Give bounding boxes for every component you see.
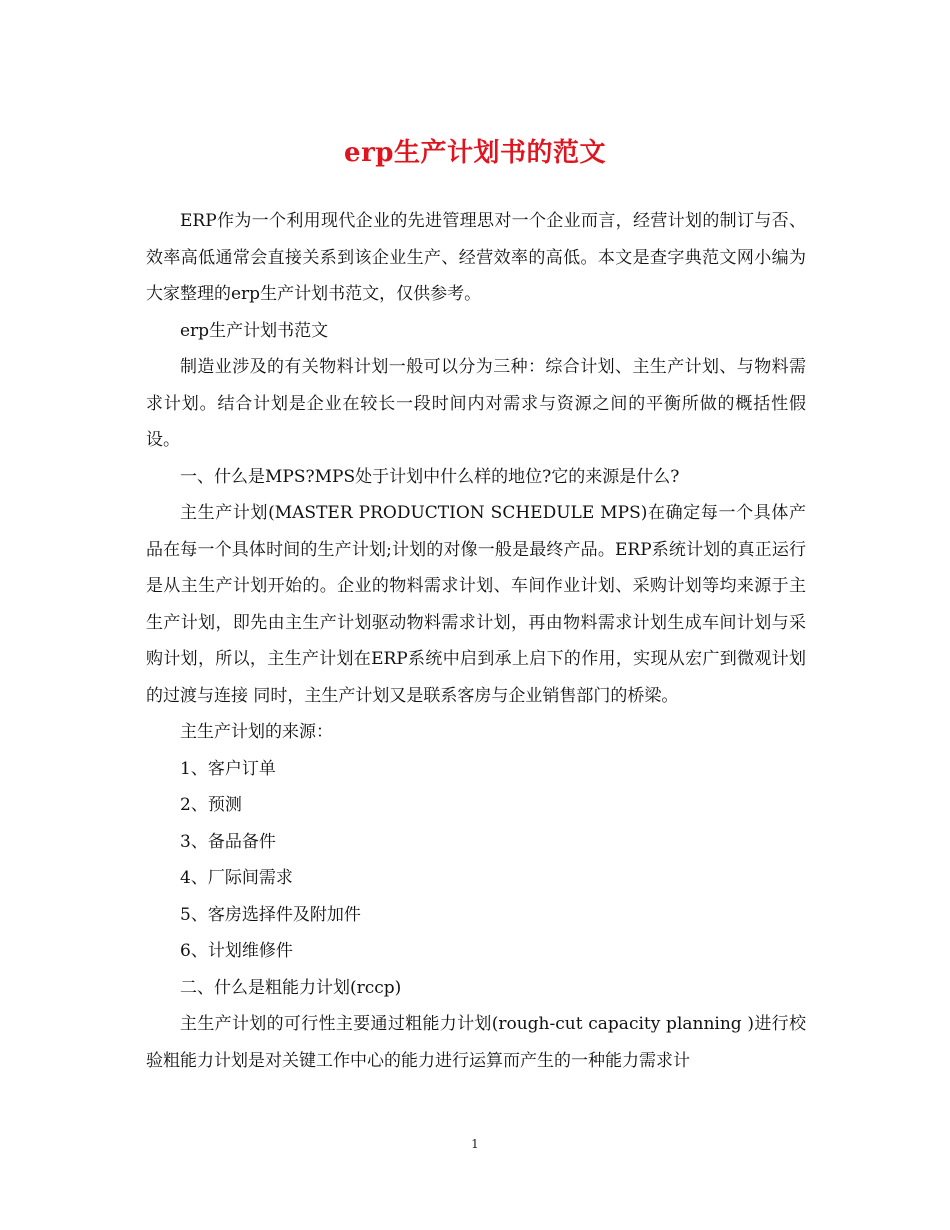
document-body [146,203,806,1079]
list-item: 1、客户订单 [180,758,276,779]
list-item: 5、客房选择件及附加件 [180,904,361,925]
list-item: 6、计划维修件 [180,941,293,961]
paragraph-rccp-definition: 主生产计划的可行性主要通过粗能力计划(rough-cut capacity planning )进行校验粗能力计划是对关键工作中心的能力进行运算而产生的一种能力需求计 [146,1014,806,1071]
paragraph-subtitle: erp生产计划书范文 [180,320,329,341]
paragraph-plan-types: 制造业涉及的有关物料计划一般可以分为三种：综合计划、主生产计划、与物料需求计划。结合计划是企业在较长一段时间内对需求与资源之间的平衡所做的概括性假设。 [146,357,806,450]
page-number: 1 [471,1137,479,1151]
list-item: 4、厂际间需求 [180,868,293,888]
list-item: 2、预测 [180,795,242,815]
paragraph-mps-definition: 主生产计划(MASTER PRODUCTION SCHEDULE MPS)在确定每一个具体产品在每一个具体时间的生产计划;计划的对像一般是最终产品。ERP系统计划的真正运行是从主生产计划开始的。企业的物料需求计划、车间作业计划、采购计划等均来源于主生产计划，即先由主生产计划驱动物料需求计划，再由物料需求计划生成车间计划与采购计划，所以，主生产计划在ERP系统中启到承上启下的作用，实现从宏广到微观计划的过渡与连接 同时，主生产计划又是联系客房与企业销售部门的桥梁。 [146,503,806,706]
paragraph-mps-sources-label: 主生产计划的来源： [180,722,333,742]
heading-what-is-rccp: 二、什么是粗能力计划(rccp) [180,977,402,998]
heading-what-is-mps: 一、什么是MPS?MPS处于计划中什么样的地位?它的来源是什么? [180,466,680,487]
paragraph-intro: ERP作为一个利用现代企业的先进管理思对一个企业而言，经营计划的制订与否、效率高低通常会直接关系到该企业生产、经营效率的高低。本文是查字典范文网小编为大家整理的erp生产计划书范文，仅供参考。 [146,211,806,304]
document-title: erp生产计划书的范文 [344,138,606,168]
list-item: 3、备品备件 [180,831,276,852]
